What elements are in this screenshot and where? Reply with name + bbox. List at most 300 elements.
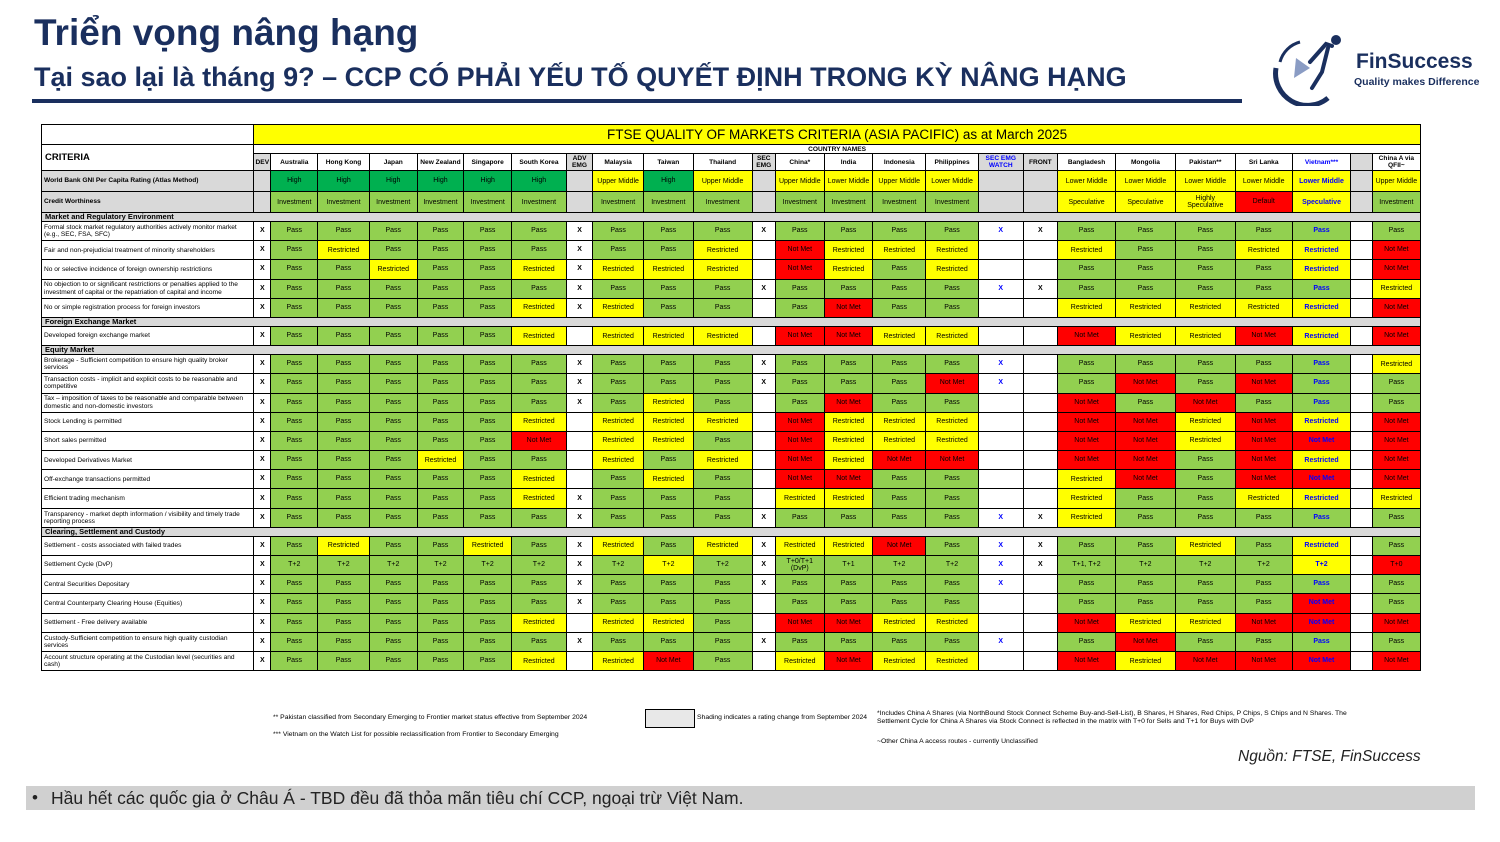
rating-cell: Pass (775, 594, 824, 613)
rating-cell: Pass (417, 575, 464, 594)
rating-cell: T+2 (643, 556, 693, 575)
rating-cell: Pass (271, 374, 318, 393)
rating-cell: X (566, 374, 592, 393)
rating-cell: Not Met (775, 431, 824, 450)
rating-cell: Pass (369, 451, 417, 470)
criterion-row (42, 222, 1421, 241)
criterion-label: Settlement - costs associated with failed trades (42, 536, 254, 555)
rating-cell: Restricted (593, 451, 644, 470)
rating-cell (752, 594, 775, 613)
rating-cell: Pass (1292, 222, 1351, 241)
rating-cell: Pass (643, 575, 693, 594)
rating-cell: Investment (775, 192, 824, 213)
rating-cell: Pass (417, 632, 464, 651)
rating-cell: Not Met (775, 412, 824, 431)
rating-cell: Not Met (1175, 393, 1235, 412)
rating-cell: Restricted (873, 241, 926, 260)
rating-cell: Pass (1175, 279, 1235, 298)
rating-cell: Pass (1235, 536, 1292, 555)
rating-cell: Restricted (643, 412, 693, 431)
rating-cell: Not Met (1292, 594, 1351, 613)
rating-cell: Pass (1372, 594, 1420, 613)
rating-cell: Pass (1115, 241, 1175, 260)
rating-cell: Pass (693, 393, 752, 412)
rating-cell: Pass (926, 470, 979, 489)
rating-cell: X (978, 222, 1023, 241)
rating-cell (978, 451, 1023, 470)
rating-cell: T+2 (1115, 556, 1175, 575)
rating-cell: Pass (1175, 632, 1235, 651)
rating-cell: Pass (464, 508, 512, 527)
criterion-label: Off-exchange transactions permitted (42, 470, 254, 489)
column-header: New Zealand (417, 154, 464, 171)
rating-cell: Pass (318, 260, 370, 279)
rating-cell: Not Met (1372, 651, 1420, 670)
rating-cell: Pass (369, 470, 417, 489)
rating-cell: Pass (417, 536, 464, 555)
rating-cell: Not Met (1292, 651, 1351, 670)
rating-cell: Not Met (1372, 241, 1420, 260)
rating-cell: Pass (512, 374, 567, 393)
rating-cell: T+0 (1372, 556, 1420, 575)
rating-cell: Pass (873, 298, 926, 317)
rating-cell: Pass (775, 575, 824, 594)
rating-cell: Pass (1235, 594, 1292, 613)
rating-cell: Restricted (775, 536, 824, 555)
rating-cell: Pass (417, 508, 464, 527)
rating-cell: Not Met (824, 393, 873, 412)
rating-cell: X (254, 451, 271, 470)
rating-cell (1351, 393, 1372, 412)
rating-cell (1351, 412, 1372, 431)
rating-cell: Pass (464, 279, 512, 298)
rating-cell: Restricted (824, 431, 873, 450)
rating-cell: Pass (926, 575, 979, 594)
rating-cell: Restricted (1175, 412, 1235, 431)
rating-cell: Pass (1058, 594, 1116, 613)
rating-cell: Upper Middle (693, 171, 752, 192)
rating-cell: Not Met (1115, 374, 1175, 393)
rating-cell: Pass (369, 575, 417, 594)
rating-cell: Restricted (1175, 536, 1235, 555)
rating-cell: Restricted (643, 326, 693, 345)
column-header: SEC EMG (752, 154, 775, 171)
rating-cell (978, 594, 1023, 613)
rating-cell: Restricted (369, 260, 417, 279)
rating-cell: X (254, 431, 271, 450)
rating-cell (1023, 260, 1058, 279)
rating-cell: Pass (369, 431, 417, 450)
rating-cell: Pass (1058, 374, 1116, 393)
rating-cell (1351, 536, 1372, 555)
rating-cell (1023, 470, 1058, 489)
rating-cell: Not Met (1292, 470, 1351, 489)
rating-cell: Pass (512, 222, 567, 241)
criterion-row (42, 470, 1421, 489)
criterion-row (42, 556, 1421, 575)
rating-cell (1351, 374, 1372, 393)
rating-cell: Investment (873, 192, 926, 213)
rating-cell: Pass (873, 222, 926, 241)
rating-cell: Not Met (775, 451, 824, 470)
rating-cell (978, 431, 1023, 450)
rating-cell: X (254, 632, 271, 651)
rating-cell: Restricted (643, 613, 693, 632)
rating-cell (978, 171, 1023, 192)
rating-cell: High (271, 171, 318, 192)
rating-cell: Upper Middle (1372, 171, 1420, 192)
criterion-row (42, 374, 1421, 393)
bullet-marker: • (32, 788, 38, 807)
rating-cell: Pass (1372, 222, 1420, 241)
rating-cell: Investment (369, 192, 417, 213)
rating-cell: Restricted (1175, 298, 1235, 317)
criterion-row (42, 355, 1421, 374)
criterion-label: Settlement - Free delivery available (42, 613, 254, 632)
rating-cell: Pass (593, 508, 644, 527)
rating-cell: Pass (271, 508, 318, 527)
rating-cell: Pass (1372, 632, 1420, 651)
criterion-row (42, 632, 1421, 651)
rating-cell: Not Met (1372, 613, 1420, 632)
rating-cell: Pass (271, 651, 318, 670)
rating-cell: Pass (593, 575, 644, 594)
rating-cell (1023, 451, 1058, 470)
rating-cell: Not Met (1115, 632, 1175, 651)
rating-cell: Pass (417, 393, 464, 412)
rating-cell: Not Met (1235, 431, 1292, 450)
criterion-label: Central Securities Depositary (42, 575, 254, 594)
rating-cell: Restricted (1372, 279, 1420, 298)
rating-cell: Restricted (1292, 412, 1351, 431)
rating-cell: Not Met (824, 651, 873, 670)
rating-cell: Pass (271, 298, 318, 317)
rating-cell: Pass (464, 594, 512, 613)
column-header: Taiwan (643, 154, 693, 171)
column-header: India (824, 154, 873, 171)
rating-cell: Not Met (1372, 470, 1420, 489)
column-header (1351, 154, 1372, 171)
rating-cell: Pass (1058, 632, 1116, 651)
criterion-row (42, 192, 1421, 213)
rating-cell: Restricted (1235, 298, 1292, 317)
criterion-label: No objection to or significant restrictions or penalties applied to the investment of capital or the repatriation of capital and income (42, 279, 254, 298)
rating-cell: Restricted (926, 412, 979, 431)
rating-cell: High (464, 171, 512, 192)
rating-cell (1023, 241, 1058, 260)
rating-cell (978, 260, 1023, 279)
rating-cell: T+2 (464, 556, 512, 575)
rating-cell: X (752, 536, 775, 555)
rating-cell: Pass (1292, 374, 1351, 393)
rating-cell: X (1023, 279, 1058, 298)
rating-cell: X (978, 279, 1023, 298)
rating-cell: Lower Middle (1292, 171, 1351, 192)
rating-cell (1351, 632, 1372, 651)
footnote-china: *Includes China A Shares (via NorthBound Stock Connect Scheme Buy-and-Sell-List), B Shares, H Shares, Red Chips, P Chips, S Chips and N Shares. The Settlement Cycle for China A Shares via Stock Connect is reflected in the matrix with T+0 for Sells and T+1 for Buys with DvP (877, 710, 1347, 725)
rating-cell: X (752, 374, 775, 393)
rating-cell: Pass (1115, 279, 1175, 298)
rating-cell (1023, 393, 1058, 412)
rating-cell: Restricted (512, 613, 567, 632)
rating-cell: Not Met (1235, 451, 1292, 470)
rating-cell: Pass (1235, 508, 1292, 527)
rating-cell: T+2 (271, 556, 318, 575)
rating-cell: Investment (1372, 192, 1420, 213)
rating-cell: X (254, 279, 271, 298)
rating-cell: Pass (693, 594, 752, 613)
rating-cell: Pass (873, 374, 926, 393)
rating-cell: Restricted (1372, 489, 1420, 508)
criterion-row (42, 393, 1421, 412)
rating-cell: Pass (775, 508, 824, 527)
rating-cell (1351, 489, 1372, 508)
rating-cell: Pass (873, 470, 926, 489)
rating-cell: Pass (926, 279, 979, 298)
criterion-label: Developed Derivatives Market (42, 451, 254, 470)
rating-cell: Pass (464, 489, 512, 508)
rating-cell: Pass (271, 575, 318, 594)
country-names-row (42, 145, 1421, 154)
rating-cell: Pass (593, 632, 644, 651)
rating-cell: Pass (1292, 575, 1351, 594)
rating-cell (1023, 374, 1058, 393)
rating-cell: Pass (271, 431, 318, 450)
rating-cell: T+2 (926, 556, 979, 575)
rating-cell (978, 489, 1023, 508)
bullet-bar (26, 786, 1475, 810)
rating-cell: Pass (1175, 489, 1235, 508)
rating-cell: Not Met (1235, 326, 1292, 345)
rating-cell: Pass (464, 651, 512, 670)
rating-cell: Pass (1115, 355, 1175, 374)
title-underline (32, 99, 1242, 103)
rating-cell: Restricted (926, 431, 979, 450)
rating-cell: Not Met (873, 536, 926, 555)
section-title: Foreign Exchange Market (42, 317, 1421, 326)
rating-cell: Pass (593, 222, 644, 241)
rating-cell: Pass (1292, 393, 1351, 412)
rating-cell: Restricted (1292, 241, 1351, 260)
rating-cell: Not Met (1372, 431, 1420, 450)
rating-cell: Restricted (512, 489, 567, 508)
rating-cell: Pass (1235, 575, 1292, 594)
blank-corner (42, 125, 254, 145)
rating-cell: Not Met (1115, 412, 1175, 431)
rating-cell: Pass (1058, 575, 1116, 594)
rating-cell: Not Met (1058, 451, 1116, 470)
rating-cell: Pass (512, 393, 567, 412)
rating-cell: X (978, 536, 1023, 555)
rating-cell: Not Met (775, 260, 824, 279)
rating-cell: Pass (593, 470, 644, 489)
rating-cell: Pass (318, 374, 370, 393)
rating-cell (978, 326, 1023, 345)
rating-cell (1351, 613, 1372, 632)
rating-cell: Pass (643, 298, 693, 317)
rating-cell: Pass (271, 536, 318, 555)
rating-cell: Pass (271, 222, 318, 241)
rating-cell: Pass (1235, 222, 1292, 241)
footnote-shading: Shading indicates a rating change from September 2024 (697, 714, 868, 721)
rating-cell: Restricted (873, 431, 926, 450)
rating-cell: X (566, 393, 592, 412)
rating-cell: Pass (1175, 222, 1235, 241)
rating-cell: T+2 (873, 556, 926, 575)
rating-cell: Pass (271, 241, 318, 260)
rating-cell (1351, 651, 1372, 670)
rating-cell: T+0/T+1 (DvP) (775, 556, 824, 575)
rating-cell: Pass (417, 613, 464, 632)
rating-cell: Pass (271, 326, 318, 345)
rating-cell: Not Met (1372, 298, 1420, 317)
rating-cell: Pass (369, 241, 417, 260)
rating-cell: Pass (873, 279, 926, 298)
rating-cell: Not Met (775, 470, 824, 489)
country-names-header: COUNTRY NAMES (254, 145, 1421, 154)
rating-cell: Pass (417, 279, 464, 298)
rating-cell: X (566, 556, 592, 575)
rating-cell: Restricted (643, 393, 693, 412)
rating-cell: Pass (775, 298, 824, 317)
rating-cell: Pass (1292, 355, 1351, 374)
rating-cell (752, 241, 775, 260)
rating-cell: Restricted (1175, 613, 1235, 632)
rating-cell: Pass (318, 298, 370, 317)
rating-cell: X (752, 556, 775, 575)
rating-cell: Upper Middle (593, 171, 644, 192)
rating-cell: Restricted (873, 613, 926, 632)
criterion-label: Credit Worthiness (42, 192, 254, 213)
rating-cell: Pass (417, 298, 464, 317)
rating-cell: Pass (643, 241, 693, 260)
rating-cell: Pass (318, 222, 370, 241)
rating-cell: Lower Middle (1115, 171, 1175, 192)
rating-cell: Pass (464, 470, 512, 489)
rating-cell: X (978, 632, 1023, 651)
rating-cell: Restricted (1372, 355, 1420, 374)
rating-cell: T+2 (512, 556, 567, 575)
rating-cell: Pass (417, 431, 464, 450)
section-row (42, 317, 1421, 326)
rating-cell: Restricted (775, 489, 824, 508)
rating-cell: Not Met (1292, 431, 1351, 450)
rating-cell: Investment (824, 192, 873, 213)
rating-cell: Pass (369, 632, 417, 651)
rating-cell: Not Met (1372, 326, 1420, 345)
rating-cell: Pass (271, 470, 318, 489)
rating-cell: Investment (417, 192, 464, 213)
rating-cell (1351, 470, 1372, 489)
rating-cell: Pass (417, 222, 464, 241)
rating-cell: Pass (1115, 594, 1175, 613)
rating-cell: Pass (926, 632, 979, 651)
rating-cell (752, 470, 775, 489)
column-header: Mongolia (1115, 154, 1175, 171)
rating-cell: Restricted (593, 431, 644, 450)
rating-cell: Upper Middle (775, 171, 824, 192)
criterion-row (42, 298, 1421, 317)
criterion-row (42, 508, 1421, 527)
column-header: SEC EMG WATCH (978, 154, 1023, 171)
footnote-pakistan: ** Pakistan classified from Secondary Emerging to Frontier market status effective from September 2024 (273, 714, 588, 721)
rating-cell: Pass (643, 536, 693, 555)
rating-cell: Pass (824, 508, 873, 527)
rating-cell: Pass (417, 374, 464, 393)
section-title: Market and Regulatory Environment (42, 213, 1421, 222)
rating-cell: Pass (1235, 632, 1292, 651)
criterion-label: Short sales permitted (42, 431, 254, 450)
rating-cell: Restricted (512, 470, 567, 489)
column-header: ADV EMG (566, 154, 592, 171)
rating-cell: X (254, 374, 271, 393)
finsuccess-logo-icon (1266, 32, 1352, 106)
rating-cell: Restricted (824, 489, 873, 508)
rating-cell: Pass (369, 393, 417, 412)
rating-cell (566, 451, 592, 470)
rating-cell: Pass (593, 393, 644, 412)
bullet-text: Hầu hết các quốc gia ở Châu Á - TBD đều đã thỏa mãn tiêu chí CCP, ngoại trừ Việt Nam. (51, 788, 744, 808)
rating-cell: Pass (271, 355, 318, 374)
logo-name: FinSuccess (1356, 50, 1473, 73)
rating-cell: Not Met (1292, 613, 1351, 632)
rating-cell: Pass (1175, 451, 1235, 470)
rating-cell: Restricted (873, 651, 926, 670)
column-header: Thailand (693, 154, 752, 171)
rating-cell: Pass (369, 298, 417, 317)
rating-cell: Restricted (693, 326, 752, 345)
rating-cell: Pass (643, 594, 693, 613)
rating-cell: X (566, 536, 592, 555)
rating-cell: Restricted (593, 613, 644, 632)
rating-cell: Pass (417, 489, 464, 508)
rating-cell: X (566, 508, 592, 527)
rating-cell: Restricted (512, 260, 567, 279)
rating-cell: Restricted (926, 241, 979, 260)
rating-cell: Pass (824, 355, 873, 374)
criterion-row (42, 575, 1421, 594)
rating-cell: Not Met (1235, 613, 1292, 632)
rating-cell: Not Met (824, 613, 873, 632)
rating-cell (1023, 594, 1058, 613)
rating-cell: X (254, 470, 271, 489)
shading-legend-swatch (645, 709, 695, 728)
rating-cell: Pass (824, 222, 873, 241)
rating-cell: Speculative (1115, 192, 1175, 213)
rating-cell: Pass (1175, 260, 1235, 279)
rating-cell (752, 489, 775, 508)
rating-cell: X (978, 556, 1023, 575)
rating-cell: Pass (926, 393, 979, 412)
rating-cell: T+2 (1235, 556, 1292, 575)
page-title: Triển vọng nâng hạng (34, 12, 419, 53)
criterion-label: Formal stock market regulatory authorities actively monitor market (e.g., SEC, FSA, SFC) (42, 222, 254, 241)
rating-cell: Pass (271, 613, 318, 632)
rating-cell: Pass (1115, 489, 1175, 508)
rating-cell: Not Met (1175, 651, 1235, 670)
rating-cell: Not Met (1058, 393, 1116, 412)
rating-cell: X (752, 575, 775, 594)
rating-cell: Pass (693, 374, 752, 393)
rating-cell: Pass (369, 412, 417, 431)
rating-cell: Pass (1372, 536, 1420, 555)
rating-cell: X (566, 575, 592, 594)
rating-cell: Investment (693, 192, 752, 213)
rating-cell (752, 412, 775, 431)
rating-cell: Pass (593, 489, 644, 508)
column-header: China* (775, 154, 824, 171)
rating-cell: Pass (1058, 260, 1116, 279)
